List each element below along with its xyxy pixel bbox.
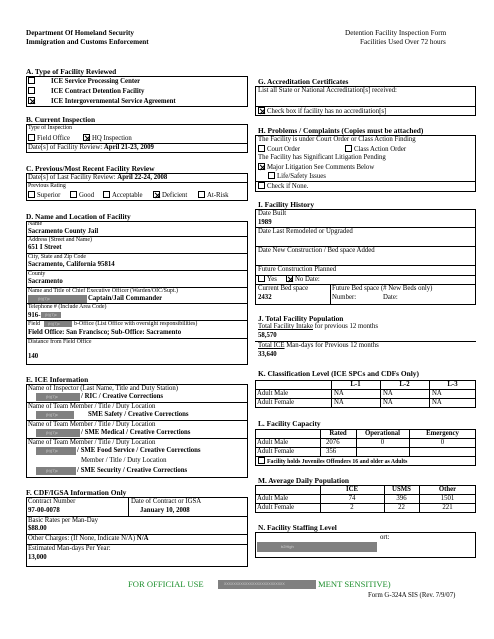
date-built-value: 1989 bbox=[258, 219, 272, 226]
current-bedspace-label: Current Bed space bbox=[258, 285, 309, 292]
section-n-title: N. Facility Staffing Level bbox=[258, 523, 337, 532]
intake-value: 58,570 bbox=[258, 332, 277, 339]
m-female-other: 221 bbox=[442, 504, 453, 511]
rating-at-risk[interactable]: At-Risk bbox=[198, 191, 229, 200]
none-checkbox[interactable] bbox=[258, 182, 265, 189]
section-m-title: M. Average Daily Population bbox=[258, 476, 350, 485]
estimated-label: Estimated Man-days Per Year: bbox=[28, 545, 111, 552]
section-h-title: H. Problems / Complaints (Copies must be attached) bbox=[258, 126, 424, 135]
rating-good[interactable]: Good bbox=[70, 191, 94, 200]
last-review-dates: Date[s] of Last Facility Review: April 22-24, 2008 bbox=[28, 174, 168, 181]
l-female-rated: 356 bbox=[326, 448, 337, 455]
team1-redaction: (b)(7)c bbox=[36, 411, 74, 419]
superior-checkbox[interactable] bbox=[28, 191, 35, 198]
court-order-checkbox[interactable] bbox=[258, 145, 265, 152]
none-option[interactable]: Check if None. bbox=[258, 182, 308, 191]
field-label: Field bbox=[28, 321, 41, 327]
facility-type-spc[interactable]: ICE Service Processing Center bbox=[28, 77, 140, 86]
team2-redaction: (b)(7)c bbox=[36, 429, 80, 437]
rates-label: Basic Rates per Man-Day bbox=[28, 517, 99, 524]
m-female-ice: 2 bbox=[350, 504, 354, 511]
k-male-l1: NA bbox=[334, 390, 344, 397]
inspector-value: / RIC / Creative Corrections bbox=[81, 393, 164, 400]
form-title: Detention Facility Inspection Form bbox=[345, 29, 447, 37]
team2-value: / SME Medical / Creative Corrections bbox=[81, 429, 191, 436]
facility-type-cdf[interactable]: ICE Contract Detention Facility bbox=[28, 87, 144, 96]
team3-redaction: (b)(7)c bbox=[36, 447, 76, 455]
rating-acceptable[interactable]: Acceptable bbox=[103, 191, 143, 200]
class-action-option[interactable]: Class Action Order bbox=[345, 145, 406, 154]
juvenile-option[interactable]: Facility holds Juveniles Offenders 16 and older as Adults bbox=[258, 457, 407, 466]
m-row-male-label: Adult Male bbox=[257, 495, 289, 502]
staffing-redaction: b2High bbox=[257, 542, 377, 552]
new-construction-label: Date New Construction / Bed space Added bbox=[258, 247, 375, 254]
section-k-title: K. Classification Level (ICE SPCs and CDFs Only) bbox=[258, 369, 419, 378]
l-header-operational: Operational bbox=[364, 430, 401, 437]
ceo-value: Captain/Jail Commander bbox=[88, 295, 163, 302]
inspection-type-label: Type of Inspection bbox=[28, 125, 73, 131]
mandays-label: Total ICE Man-days for Previous 12 months bbox=[258, 342, 379, 349]
deficient-checkbox[interactable] bbox=[153, 191, 160, 198]
juvenile-checkbox[interactable] bbox=[258, 457, 265, 464]
field-redaction: (b)(7)c bbox=[44, 321, 72, 327]
contract-number-label: Contract Number bbox=[28, 498, 76, 505]
team4-redaction: (b)(7)c bbox=[36, 467, 76, 475]
staffing-report-label: ort: bbox=[380, 534, 390, 541]
l-header-emergency: Emergency bbox=[426, 430, 459, 437]
m-header-ice: ICE bbox=[345, 486, 359, 493]
address-value: 651 I Street bbox=[28, 244, 62, 251]
mandays-value: 33,640 bbox=[258, 351, 277, 358]
city-value: Sacramento, California 95814 bbox=[28, 261, 115, 268]
official-use-redaction: XXXXXXXXXXXXXXXXXXXXXXXXXX bbox=[218, 580, 316, 589]
official-use-left: FOR OFFICIAL USE bbox=[128, 579, 204, 589]
l-row-female-label: Adult Female bbox=[257, 448, 295, 455]
inspector-label: Name of Inspector (Last Name, Title and Duty Station) bbox=[28, 385, 179, 392]
intake-label: Total Facility Intake for previous 12 months bbox=[258, 323, 378, 330]
section-f-title: F. CDF/IGSA Information Only bbox=[26, 488, 127, 497]
agency-subname: Immigration and Customs Enforcement bbox=[26, 38, 149, 46]
contract-number-value: 97-00-0078 bbox=[28, 507, 60, 514]
section-e-title: E. ICE Information bbox=[26, 375, 89, 384]
k-header-l3: L-3 bbox=[447, 381, 458, 388]
ceo-redaction: (b)(7)c bbox=[28, 295, 87, 303]
contract-date-value: January 10, 2008 bbox=[140, 507, 190, 514]
k-female-l2: NA bbox=[383, 399, 393, 406]
section-d-title: D. Name and Location of Facility bbox=[26, 212, 131, 221]
date-built-label: Date Built bbox=[258, 210, 287, 217]
k-header-l2: L-2 bbox=[399, 381, 410, 388]
section-l-title: L. Facility Capacity bbox=[258, 419, 321, 428]
life-safety-option[interactable]: Life/Safety Issues bbox=[268, 172, 326, 181]
remodel-label: Date Last Remodeled or Upgraded bbox=[258, 228, 353, 235]
m-male-other: 1501 bbox=[440, 495, 455, 502]
major-litigation-checkbox[interactable] bbox=[258, 163, 265, 170]
court-order-option[interactable]: Court Order bbox=[258, 145, 300, 154]
field-office-option[interactable]: Field Office bbox=[28, 134, 70, 143]
l-male-rated: 2076 bbox=[326, 439, 340, 446]
section-g-title: G. Accreditation Certificates bbox=[258, 77, 349, 86]
team4-value: / SME Security / Creative Corrections bbox=[77, 467, 188, 474]
team3-label: Name of Team Member / Title / Duty Location bbox=[28, 439, 156, 446]
team4-label: Member / Title / Duty Location bbox=[81, 457, 167, 464]
igsa-checkbox[interactable] bbox=[28, 97, 35, 104]
field-office-checkbox[interactable] bbox=[28, 134, 35, 141]
future-bedspace-label: Future Bed space (# New Beds only) bbox=[332, 285, 433, 292]
section-c-title: C. Previous/Most Recent Facility Review bbox=[26, 164, 155, 173]
ceo-label: Name and Title of Chief Executive Officer (Warden/OIC/Supt.) bbox=[28, 288, 178, 294]
class-action-checkbox[interactable] bbox=[345, 145, 352, 152]
other-charges: Other Charges: (If None, Indicate N/A) N/A bbox=[28, 535, 149, 542]
rating-superior[interactable]: Superior bbox=[28, 191, 60, 200]
litigation-line: The Facility has Significant Litigation Pending bbox=[258, 154, 386, 161]
future-no-checkbox[interactable] bbox=[286, 275, 293, 282]
county-label: County bbox=[28, 271, 46, 277]
court-order-line: The Facility is under Court Order or Class Action Finding bbox=[258, 136, 416, 143]
l-male-operational: 0 bbox=[380, 439, 385, 446]
form-subtitle: Facilities Used Over 72 hours bbox=[360, 38, 446, 46]
future-date-label: Date: bbox=[383, 294, 398, 301]
section-i-title: I. Facility History bbox=[258, 200, 315, 209]
agency-name: Department Of Homeland Security bbox=[26, 29, 134, 37]
m-row-female-label: Adult Female bbox=[257, 504, 295, 511]
major-litigation-option[interactable]: Major Litigation See Comments Below bbox=[258, 163, 374, 172]
facility-type-igsa[interactable]: ICE Intergovernmental Service Agreement bbox=[28, 97, 176, 106]
l-header-rated: Rated bbox=[329, 430, 347, 437]
future-no-option[interactable]: No Date: bbox=[286, 275, 320, 284]
no-accreditation-checkbox[interactable] bbox=[258, 107, 265, 114]
spc-checkbox[interactable] bbox=[28, 77, 35, 84]
field-office-value: Field Office: San Francisco; Sub-Office: Sacramento bbox=[28, 329, 182, 336]
m-male-ice: 74 bbox=[348, 495, 356, 502]
acceptable-checkbox[interactable] bbox=[103, 191, 110, 198]
k-female-l1: NA bbox=[334, 399, 344, 406]
future-construction-label: Future Construction Planned bbox=[258, 266, 337, 273]
team1-label: Name of Team Member / Title / Duty Location bbox=[28, 403, 156, 410]
m-male-usms: 396 bbox=[396, 495, 407, 502]
section-a-title: A. Type of Facility Reviewed bbox=[26, 67, 117, 76]
team3-value: / SME Food Service / Creative Corrections bbox=[77, 447, 201, 454]
inspector-redaction: (b)(7)c bbox=[36, 393, 80, 401]
accreditation-list-label: List all State or National Accreditation[s] received: bbox=[258, 87, 397, 94]
hq-inspection-option[interactable]: HQ Inspection bbox=[83, 134, 132, 143]
l-row-male-label: Adult Male bbox=[257, 439, 289, 446]
rates-value: $88.00 bbox=[28, 525, 47, 532]
no-accreditation-option[interactable]: Check box if facility has no accreditation[s] bbox=[258, 107, 386, 116]
future-yes-checkbox[interactable] bbox=[258, 275, 265, 282]
k-female-l3: NA bbox=[432, 399, 442, 406]
team2-label: Name of Team Member / Title / Duty Location bbox=[28, 421, 156, 428]
previous-rating-label: Previous Rating bbox=[28, 183, 66, 189]
section-b-title: B. Current Inspection bbox=[26, 115, 96, 124]
distance-value: 140 bbox=[28, 353, 39, 360]
k-row-male-label: Adult Male bbox=[257, 390, 289, 397]
l-male-emergency: 0 bbox=[440, 439, 445, 446]
address-label: Address (Street and Name) bbox=[28, 237, 92, 243]
future-number-label: Number: bbox=[332, 294, 357, 301]
m-header-usms: USMS bbox=[392, 486, 411, 493]
future-yes-option[interactable]: Yes bbox=[258, 275, 277, 284]
hq-inspection-checkbox[interactable] bbox=[83, 134, 90, 141]
phone-redaction: (b)(7)c bbox=[41, 312, 61, 318]
phone-label: Telephone # (Include Area Code) bbox=[28, 304, 107, 310]
current-bedspace-value: 2432 bbox=[258, 294, 272, 301]
facility-name-label: Name bbox=[28, 221, 43, 227]
distance-label: Distance from Field Office bbox=[28, 339, 92, 345]
at-risk-checkbox[interactable] bbox=[198, 191, 205, 198]
rating-deficient[interactable]: Deficient bbox=[153, 191, 187, 200]
m-female-usms: 22 bbox=[398, 504, 405, 511]
team1-value: SME Safety / Creative Corrections bbox=[88, 411, 189, 418]
review-dates: Date[s] of Facility Review: April 21-23, 2009 bbox=[28, 144, 154, 151]
k-header-l1: L-1 bbox=[350, 381, 361, 388]
m-header-other: Other bbox=[438, 486, 457, 493]
county-value: Sacramento bbox=[28, 278, 63, 285]
k-male-l3: NA bbox=[432, 390, 442, 397]
facility-name-value: Sacramento County Jail bbox=[28, 228, 99, 235]
official-use-right: MENT SENSITIVE) bbox=[318, 579, 391, 589]
section-j-title: J. Total Facility Population bbox=[258, 314, 344, 323]
estimated-value: 13,000 bbox=[28, 554, 47, 561]
k-row-female-label: Adult Female bbox=[257, 399, 295, 406]
city-label: City, State and Zip Code bbox=[28, 254, 87, 260]
suboffice-label: b-Office (List Office with oversight responsibilities) bbox=[74, 321, 198, 327]
phone-value: 916- bbox=[28, 312, 41, 319]
good-checkbox[interactable] bbox=[70, 191, 77, 198]
life-safety-checkbox[interactable] bbox=[268, 172, 275, 179]
k-male-l2: NA bbox=[383, 390, 393, 397]
form-number: Form G-324A SIS (Rev. 7/9/07) bbox=[368, 592, 456, 599]
cdf-checkbox[interactable] bbox=[28, 87, 35, 94]
contract-date-label: Date of Contract or IGSA bbox=[131, 498, 202, 505]
